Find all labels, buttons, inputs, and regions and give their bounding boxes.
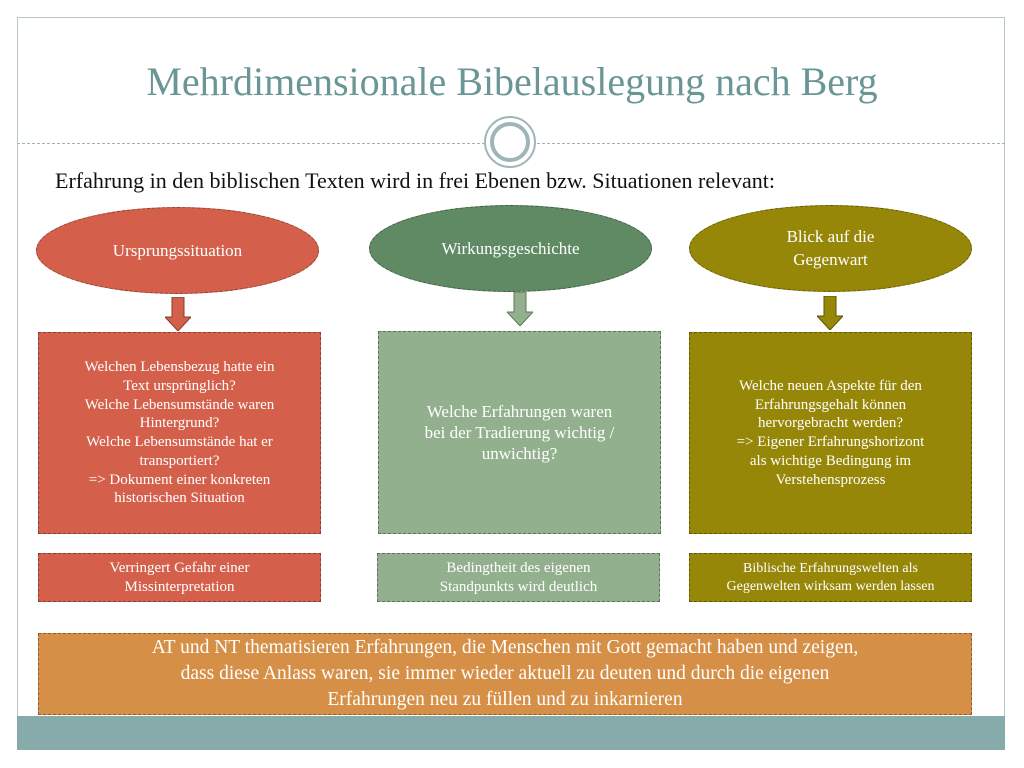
box-text: Verringert Gefahr einer Missinterpretation <box>109 559 250 595</box>
down-arrow-icon <box>165 297 191 331</box>
intro-text: Erfahrung in den biblischen Texten wird in frei Ebenen bzw. Situationen relevant: <box>55 168 775 193</box>
oval-label: Blick auf die Gegenwart <box>786 227 875 269</box>
down-arrow-icon <box>817 296 843 330</box>
box-text: Welche neuen Aspekte für den Erfahrungsgehalt können hervorgebracht werden? => Eigener Erfahrungshorizont als wichtige Bedingung im Verstehensprozess <box>736 377 925 488</box>
footer-bar <box>17 716 1005 750</box>
box-question-wirkung <box>378 331 661 534</box>
box-text: Welchen Lebensbezug hatte ein Text ursprünglich? Welche Lebensumstände waren Hintergrund? Welche Lebensumstände hat er transportiert? => Dokument einer konkreten historischen Situation <box>84 359 275 507</box>
box-question-ursprung <box>38 332 321 534</box>
box-text: Biblische Erfahrungswelten als Gegenwelten wirksam werden lassen <box>726 561 935 594</box>
slide-title: Mehrdimensionale Bibelauslegung nach Berg <box>146 59 878 104</box>
box-text: Welche Erfahrungen waren bei der Tradierung wichtig / unwichtig? <box>424 401 615 464</box>
box-result-gegenwart <box>689 553 972 602</box>
oval-gegenwart <box>689 205 972 292</box>
box-question-gegenwart <box>689 332 972 534</box>
oval-label: Wirkungsgeschichte <box>441 238 580 258</box>
summary-text: AT und NT thematisieren Erfahrungen, die Menschen mit Gott gemacht haben und zeigen, dass diese Anlass waren, sie immer wieder aktuell zu deuten und durch die eigenen Erfahrungen neu zu füllen und zu inkarnieren <box>151 636 859 711</box>
oval-ursprungssituation <box>36 207 319 294</box>
divider-ring-ornament <box>484 116 536 168</box>
summary-box <box>38 633 972 715</box>
box-result-ursprung <box>38 553 321 602</box>
oval-wirkungsgeschichte <box>369 205 652 292</box>
box-text: Bedingtheit des eigenen Standpunkts wird deutlich <box>439 559 598 595</box>
box-result-wirkung <box>377 553 660 602</box>
down-arrow-icon <box>507 292 533 326</box>
oval-label: Ursprungssituation <box>112 240 243 260</box>
